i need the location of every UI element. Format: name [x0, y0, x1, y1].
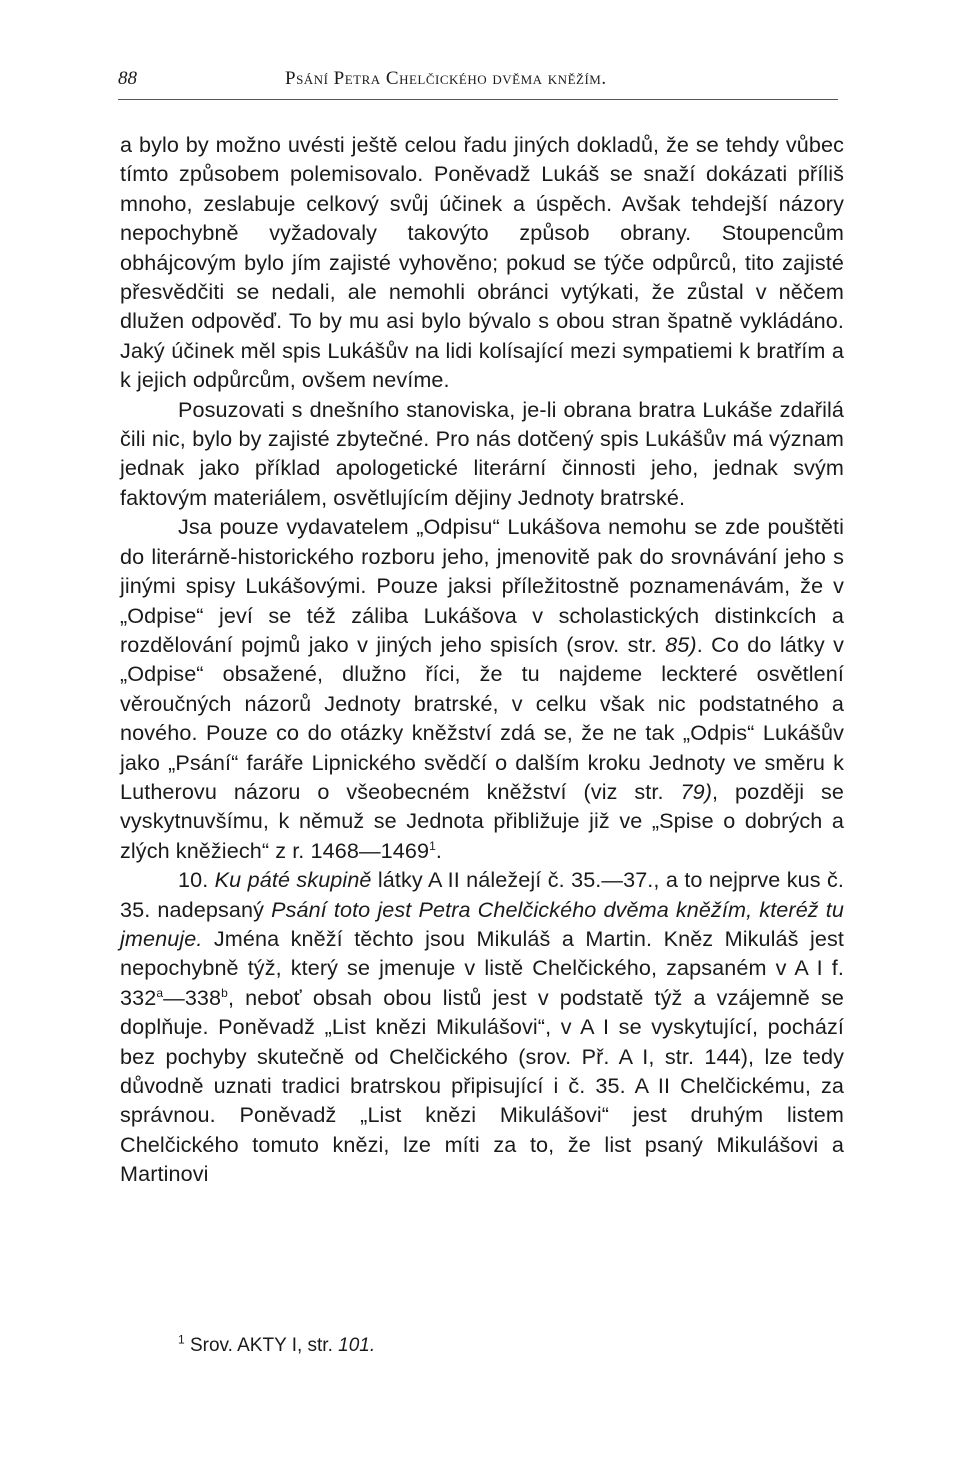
text-run: .	[435, 837, 442, 863]
text-run: látky A II náležejí č. 35.—37., a to nejprve kus č. 35. nadepsaný	[120, 867, 844, 922]
text-run: . Co do látky v „Odpise“ obsažené, dlužno říci, že tu najdeme leckteré osvětlení věroučných názorů Jednoty bratrské, v celku však nic podstatného a nového. Pouze co do otázky kněžství zdá se, že ne tak „Odpis“ Lukášův jako „Psání“ faráře Lipnického svědčí o dalším kroku Jednoty ve směru k Lutherovu názoru o všeobecném kněžství (viz str.	[120, 631, 844, 804]
text-run: —338	[163, 984, 222, 1010]
footnote-text-italic: 101.	[338, 1335, 376, 1356]
superscript: b	[221, 985, 228, 1000]
page-header	[118, 62, 848, 102]
superscript: a	[156, 985, 164, 1000]
footnote-text: Srov. AKTY I, str.	[189, 1335, 339, 1356]
body-text	[120, 130, 844, 1189]
text-run: 10.	[178, 867, 215, 893]
header-rule	[118, 99, 838, 100]
italic-text: Psání toto jest Petra Chelčického dvěma kněžím, kteréž tu jmenuje.	[120, 896, 844, 951]
paragraph-p1	[120, 130, 844, 395]
text-run: Posuzovati s dnešního stanoviska, je-li obrana bratra Lukáše zdařilá čili nic, bylo by zajisté zbytečné. Pro nás dotčený spis Lukášův má význam jednak jako příklad apologetické literární činnosti jeho, jednak svým faktovým materiálem, osvětlujícím dějiny Jednoty bratrské.	[120, 396, 844, 510]
running-title: Psání Petra Chelčického dvěma kněžím.	[285, 68, 607, 89]
text-run: Jsa pouze vydavatelem „Odpisu“ Lukášova nemohu se zde pouštěti do literárně-historického rozboru jeho, jmenovitě pak do srovnávání jeho s jinými spisy Lukášovými. Pouze jaksi příležitostně poznamenávám, že v „Odpise“ jeví se též záliba Lukášova v scholastických distinkcích a rozdělování pojmů jako v jiných jeho spisích (srov. str.	[120, 514, 844, 657]
page-number: 88	[118, 68, 137, 89]
text-run: , neboť obsah obou listů jest v podstatě týž a vzájemně se doplňuje. Poněvadž „List knězi Mikulášovi“, v A I se vyskytující, pochází bez pochyby skutečně od Chelčického (srov. Př. A I, str. 144), lze tedy důvodně uznati tradici bratrskou připisující i č. 35. A II Chelčickému, za správnou. Poněvadž „List knězi Mikulášovi“ jest druhým listem Chelčického tomuto knězi, lze míti za to, že list psaný Mikulášovi a Martinovi	[120, 984, 844, 1187]
italic-text: Ku páté skupině	[214, 867, 372, 893]
italic-text: 79)	[680, 778, 712, 804]
superscript: 1	[429, 838, 436, 853]
paragraph-p4	[120, 865, 844, 1188]
footnote	[178, 1332, 376, 1357]
paragraph-p2	[120, 395, 844, 513]
text-run: Jména kněží těchto jsou Mikuláš a Martin. Kněz Mikuláš jest nepochybně týž, který se jmenuje v listě Chelčického, zapsaném v A I f. 332	[120, 925, 844, 1010]
text-run: , později se vyskytnuvšímu, k němuž se Jednota přibližuje již ve „Spise o dobrých a zlých kněžiech“ z r. 1468—1469	[120, 778, 844, 863]
footnote-mark: 1	[178, 1332, 185, 1347]
text-run: a bylo by možno uvésti ještě celou řadu jiných dokladů, že se tehdy vůbec tímto způsobem polemisovalo. Poněvadž Lukáš se snaží dokázati příliš mnoho, zeslabuje celkový svůj účinek a úspěch. Avšak tehdejší názory nepochybně vyžadovaly takovýto způsob obrany. Stoupencům obhájcovým bylo jím zajisté vyhověno; pokud se týče odpůrců, tito zajisté přesvědčiti se nedali, ale nemohli obránci vytýkati, že zůstal v něčem dlužen odpověď. To by mu asi bylo bývalo s obou stran špatně vykládáno. Jaký účinek měl spis Lukášův na lidi kolísající mezi sympatiemi k bratřím a k jejich odpůrcům, ovšem nevíme.	[120, 132, 844, 393]
italic-text: 85)	[665, 631, 697, 657]
paragraph-p3	[120, 512, 844, 865]
